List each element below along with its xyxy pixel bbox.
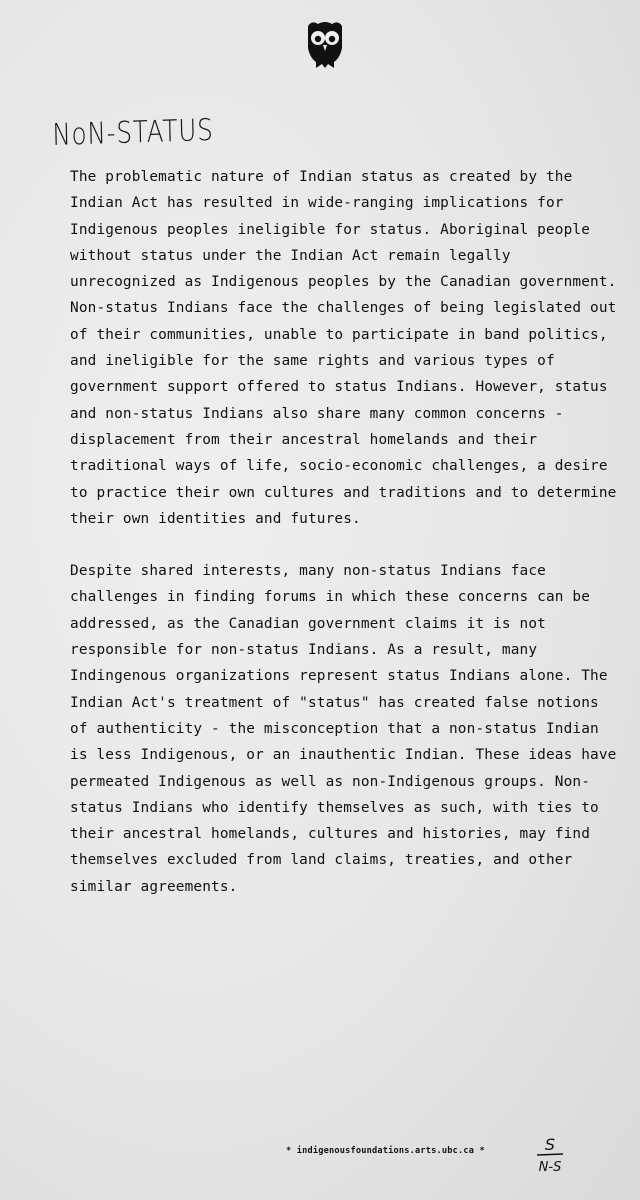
paragraph-2: Despite shared interests, many non-status Indians face challenges in finding forums in which these concerns can be addressed, as the Canadian government claims it is not responsible for non-status Indians. As a result, many Indingenous organizations represent status Indians alone. The Indian Act's treatment of "status" has created false notions of authenticity - the misconception that a non-status Indian is less Indigenous, or an inauthentic Indian. These ideas have permeated Indigenous as well as non-Indigenous groups. Non-status Indians who identify themselves as such, with ties to their ancestral homelands, cultures and histories, may find themselves excluded from land claims, treaties, and other similar agreements. — [70, 563, 617, 895]
non-status-mark — [533, 1134, 567, 1176]
paragraph-1: The problematic nature of Indian status as created by the Indian Act has resulted in wide-ranging implications for Indigenous peoples ineligible for status. Aboriginal people without status under the Indian Act remain legally unrecognized as Indigenous peoples by the Canadian government. Non-status Indians face the challenges of being legislated out of their communities, unable to participate in band politics, and ineligible for the same rights and various types of government support offered to status Indians. However, status and non-status Indians also share many common concerns - displacement from their ancestral homelands and their traditional ways of life, socio-economic challenges, a desire to practice their own cultures and traditions and to determine their own identities and futures. — [70, 169, 617, 527]
article-body — [70, 164, 618, 900]
owl-logo-icon — [304, 18, 346, 70]
page-title: NoN-STATUS — [52, 112, 214, 153]
mark-bottom-text: N-S — [538, 1160, 562, 1175]
footer-url: * indigenousfoundations.arts.ubc.ca * — [286, 1146, 485, 1156]
mark-top-text: S — [544, 1135, 556, 1154]
